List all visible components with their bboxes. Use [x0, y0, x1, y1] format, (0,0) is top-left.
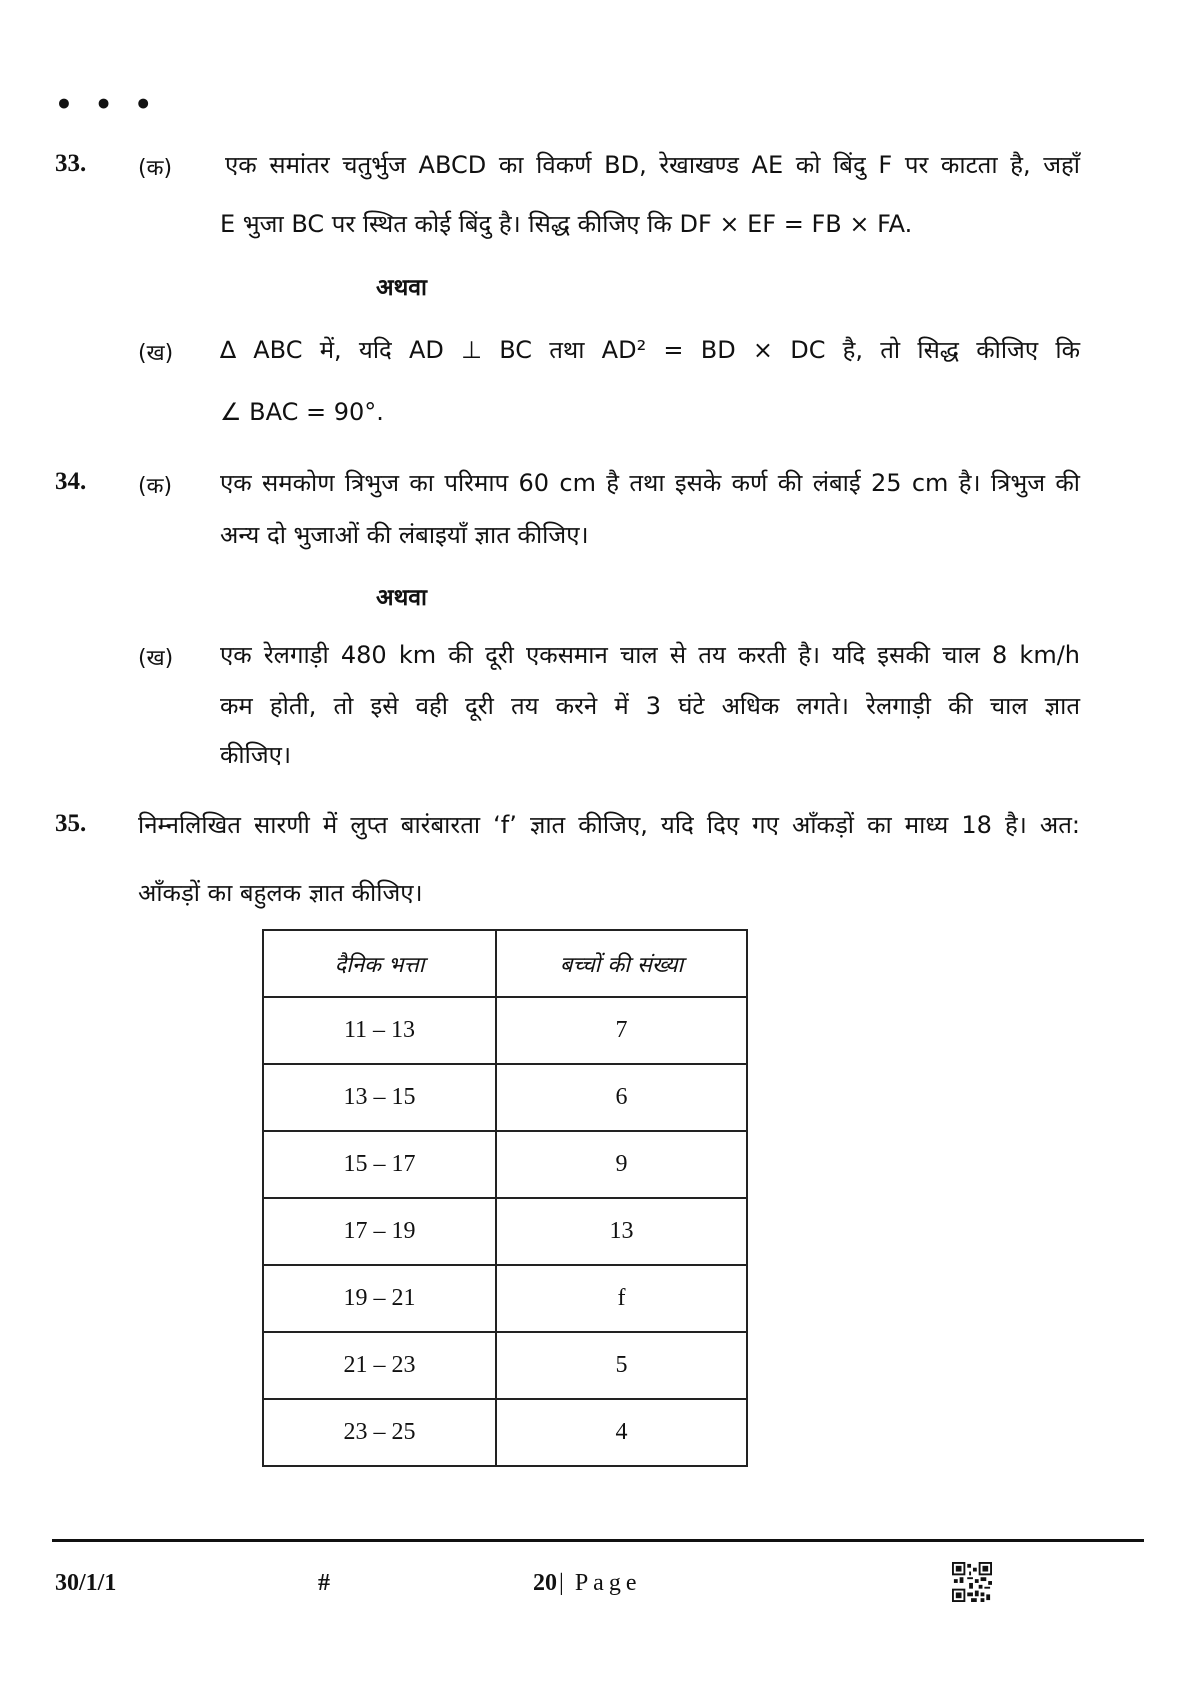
q34-or-label: अथवा — [376, 585, 428, 611]
table-row — [263, 997, 747, 1064]
q33-part-b-line-2: ∠ BAC = 90°. — [220, 398, 384, 426]
q33-part-a-line-2: E भुजा BC पर स्थित कोई बिंदु है। सिद्ध कीजिए कि DF × EF = FB × FA. — [220, 210, 913, 238]
frequency-cell: 7 — [496, 997, 747, 1064]
q34-part-a-label: (क) — [138, 474, 173, 499]
table-header-row — [263, 930, 747, 997]
paper-code: 30/1/1 — [55, 1570, 117, 1596]
question-number-34: 34. — [55, 468, 87, 495]
class-interval-cell: 23 – 25 — [263, 1399, 496, 1466]
q33-part-b-label: (ख) — [138, 341, 174, 366]
page-number: 20 — [533, 1570, 557, 1596]
page-separator: | — [559, 1570, 569, 1596]
class-interval-cell: 11 – 13 — [263, 997, 496, 1064]
class-interval-cell: 13 – 15 — [263, 1064, 496, 1131]
class-interval-cell: 19 – 21 — [263, 1265, 496, 1332]
table-row — [263, 1198, 747, 1265]
q35-line-2: आँकड़ों का बहुलक ज्ञात कीजिए। — [138, 879, 423, 907]
class-interval-cell: 17 – 19 — [263, 1198, 496, 1265]
frequency-table — [262, 929, 748, 1467]
frequency-cell: 13 — [496, 1198, 747, 1265]
table-row — [263, 1332, 747, 1399]
q35-line-1: निम्नलिखित सारणी में लुप्त बारंबारता ‘f’ ज्ञात कीजिए, यदि दिए गए आँकड़ों का माध्य 18 है। अत: — [138, 811, 1080, 839]
hash-mark: # — [318, 1570, 330, 1596]
frequency-cell: 5 — [496, 1332, 747, 1399]
q34-part-a-line-2: अन्य दो भुजाओं की लंबाइयाँ ज्ञात कीजिए। — [220, 521, 589, 549]
q34-part-b-line-3: कीजिए। — [220, 741, 292, 769]
q33-or-label: अथवा — [376, 275, 428, 301]
frequency-cell: f — [496, 1265, 747, 1332]
table-row — [263, 1399, 747, 1466]
frequency-cell: 9 — [496, 1131, 747, 1198]
q34-part-a-line-1: एक समकोण त्रिभुज का परिमाप 60 cm है तथा इसके कर्ण की लंबाई 25 cm है। त्रिभुज की — [220, 469, 1080, 497]
frequency-cell: 6 — [496, 1064, 747, 1131]
page-word: Page — [574, 1570, 642, 1596]
table-row — [263, 1131, 747, 1198]
class-interval-cell: 15 – 17 — [263, 1131, 496, 1198]
table-row — [263, 1064, 747, 1131]
column-header-daily-allowance: दैनिक भत्ता — [263, 930, 496, 997]
question-number-35: 35. — [55, 810, 87, 837]
q33-part-a-label: (क) — [138, 156, 173, 181]
question-number-33: 33. — [55, 150, 87, 177]
q33-part-a-line-1: एक समांतर चतुर्भुज ABCD का विकर्ण BD, रेखाखण्ड AE को बिंदु F पर काटता है, जहाँ — [225, 151, 1080, 179]
q33-part-b-line-1: ∆ ABC में, यदि AD ⊥ BC तथा AD² = BD × DC है, तो सिद्ध कीजिए कि — [220, 336, 1080, 364]
continuation-marker: • • • — [55, 88, 159, 121]
column-header-number-of-children: बच्चों की संख्या — [496, 930, 747, 997]
footer-rule — [52, 1539, 1144, 1542]
page-indicator — [533, 1570, 641, 1597]
qr-code-icon — [952, 1562, 992, 1602]
class-interval-cell: 21 – 23 — [263, 1332, 496, 1399]
frequency-cell: 4 — [496, 1399, 747, 1466]
q34-part-b-line-2: कम होती, तो इसे वही दूरी तय करने में 3 घंटे अधिक लगते। रेलगाड़ी की चाल ज्ञात — [220, 692, 1080, 720]
q34-part-b-line-1: एक रेलगाड़ी 480 km की दूरी एकसमान चाल से तय करती है। यदि इसकी चाल 8 km/h — [220, 641, 1080, 669]
q34-part-b-label: (ख) — [138, 646, 174, 671]
table-row — [263, 1265, 747, 1332]
